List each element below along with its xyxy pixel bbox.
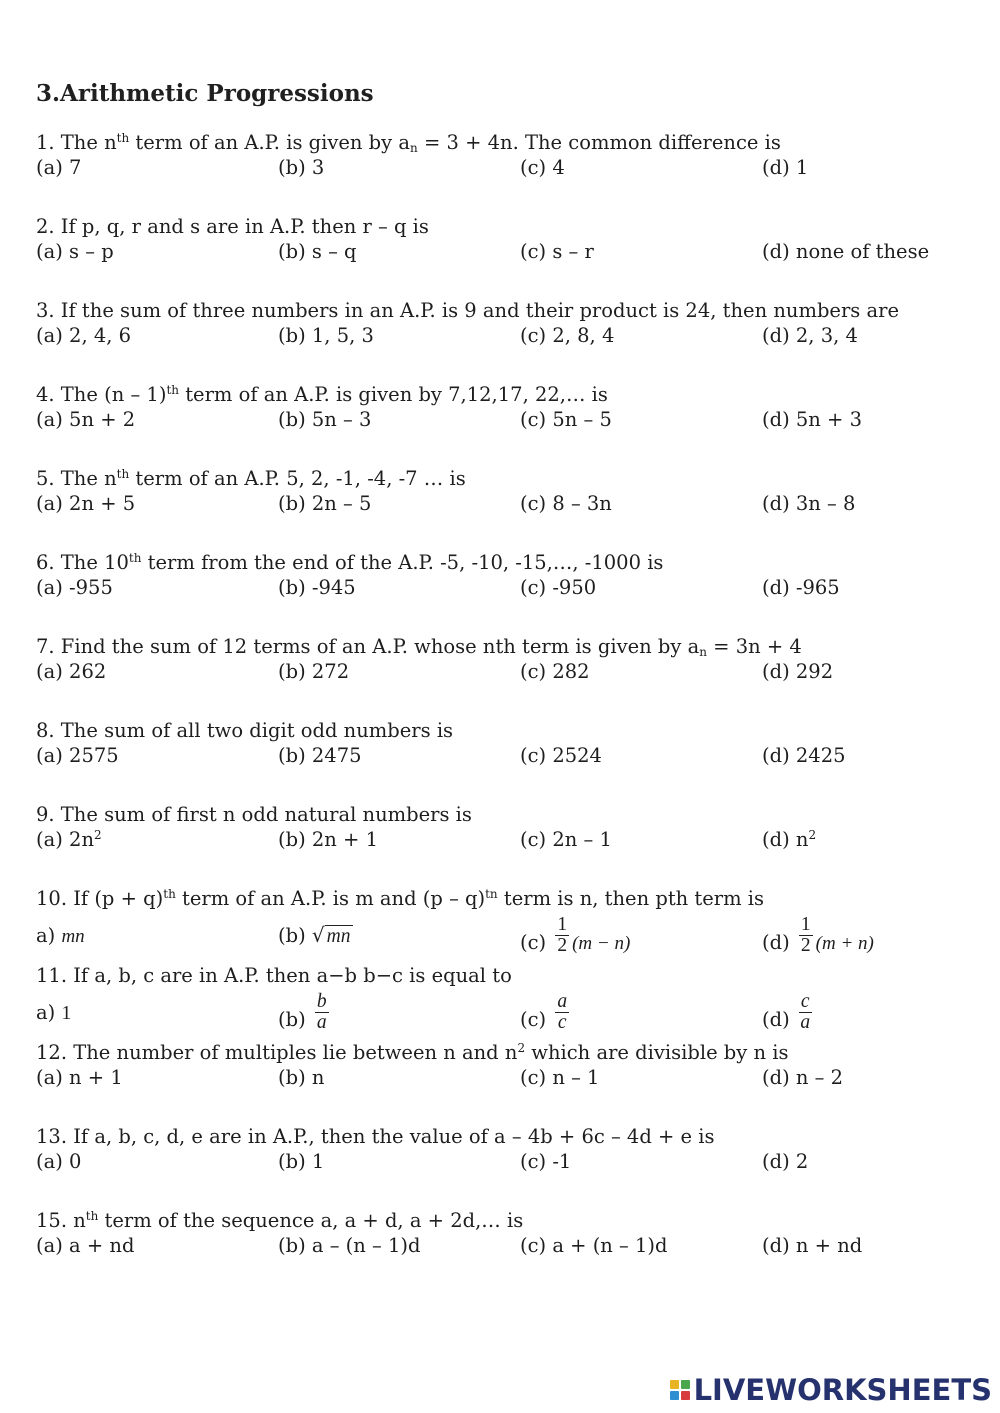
sqrt-symbol: √ mn [311,923,351,947]
question-6 [36,550,976,600]
question-5 [36,466,976,516]
question-2 [36,214,976,264]
option-c[interactable]: (c) 4 [520,156,565,179]
option-b[interactable]: (b) -945 [278,576,356,599]
option-a[interactable]: (a) n + 1 [36,1066,123,1089]
option-c[interactable]: (c) $\frac{a}{c}$ [520,991,568,1033]
option-a[interactable]: (a) 5n + 2 [36,408,136,431]
option-a[interactable]: (a) 2575 [36,744,119,767]
question-1 [36,130,976,180]
option-a[interactable]: (a) 2n + 5 [36,492,136,515]
question-3 [36,298,976,348]
question-10 [36,886,976,957]
question-8 [36,718,976,768]
option-d[interactable]: (d) none of these [762,240,930,263]
option-c[interactable]: (c) n – 1 [520,1066,600,1089]
option-d[interactable]: (d) 2425 [762,744,846,767]
option-c[interactable]: (c) s – r [520,240,594,263]
option-d[interactable]: (d) 2 [762,1150,809,1173]
options-row [36,575,976,600]
option-d[interactable]: (d) $\frac{c}{a}$ [762,991,811,1033]
question-text: 12. The number of multiples lie between n and $n^2$ which are divisible by n is [36,1041,789,1064]
option-a[interactable]: (a) 0 [36,1150,82,1173]
option-b[interactable]: (b) n [278,1066,325,1089]
question-text: 7. Find the sum of 12 terms of an A.P. whose nth term is given by $a_n = 3n + 4$ [36,635,802,659]
option-d[interactable]: (d) 2, 3, 4 [762,324,858,347]
options-row [36,155,976,180]
question-text: 4. The (n – 1)$^{th}$ term of an A.P. is given by 7,12,17, 22,… is [36,383,608,406]
option-c[interactable]: (c) 2n – 1 [520,828,612,851]
option-b[interactable]: (b) 272 [278,660,350,683]
option-b[interactable]: (b) a – (n – 1)d [278,1234,421,1257]
option-c[interactable]: (c) 2524 [520,744,602,767]
option-d[interactable]: (d) n – 2 [762,1066,844,1089]
question-text: 13. If a, b, c, d, e are in A.P., then the value of a – 4b + 6c – 4d + e is [36,1125,715,1148]
question-text: 1. The $n^{th}$ term of an A.P. is given by $a_n = 3 + 4n$. The common difference is [36,131,781,155]
option-d[interactable]: (d) $n^2$ [762,828,817,851]
question-text: 9. The sum of first n odd natural numbers is [36,803,472,826]
option-b[interactable]: (b) √ mn [278,923,351,947]
option-b[interactable]: (b) 2n + 1 [278,828,379,851]
option-a[interactable]: (a) a + nd [36,1234,135,1257]
question-text: 3. If the sum of three numbers in an A.P. is 9 and their product is 24, then numbers are [36,299,899,322]
option-d[interactable]: (d) 292 [762,660,834,683]
question-7 [36,634,976,684]
option-b[interactable]: (b) $\frac{b}{a}$ [278,991,327,1033]
options-row [36,323,976,348]
option-b[interactable]: (b) s – q [278,240,357,263]
option-d[interactable]: (d) $\frac{1}{2}$ (m + n) [762,914,874,956]
question-text: 8. The sum of all two digit odd numbers is [36,719,454,742]
question-text: 2. If p, q, r and s are in A.P. then r – q is [36,215,429,238]
option-b[interactable]: (b) 1, 5, 3 [278,324,374,347]
options-row [36,991,976,1034]
page-title: 3.Arithmetic Progressions [36,80,374,107]
logo-text: LIVEWORKSHEETS [693,1373,992,1407]
option-d[interactable]: (d) n + nd [762,1234,863,1257]
option-c[interactable]: (c) 2, 8, 4 [520,324,615,347]
option-c[interactable]: (c) -1 [520,1150,572,1173]
question-text: 6. The 10th term from the end of the A.P. -5, -10, -15,…, -1000 is [36,551,664,574]
option-a[interactable]: a) 1 [36,1001,72,1024]
options-row [36,1149,976,1174]
liveworksheets-logo[interactable] [670,1373,992,1407]
option-b[interactable]: (b) 1 [278,1150,325,1173]
question-9 [36,802,976,852]
question-text: 5. The $n^{th}$ term of an A.P. 5, 2, -1, -4, -7 … is [36,467,466,490]
options-row [36,491,976,516]
question-text: 10. If $(p + q)^{th}$ term of an A.P. is m and (p – q)$^{tn}$ term is n, then pth term is [36,887,765,910]
option-a[interactable]: (a) 2, 4, 6 [36,324,132,347]
option-c[interactable]: (c) -950 [520,576,597,599]
option-b[interactable]: (b) 2475 [278,744,362,767]
options-row [36,239,976,264]
option-b[interactable]: (b) 5n – 3 [278,408,372,431]
question-15 [36,1208,976,1258]
option-d[interactable]: (d) 1 [762,156,809,179]
option-a[interactable]: (a) 262 [36,660,107,683]
option-c[interactable]: (c) a + (n – 1)d [520,1234,668,1257]
option-d[interactable]: (d) 3n – 8 [762,492,856,515]
option-a[interactable]: (a) $2n^2$ [36,828,102,851]
option-a[interactable]: (a) 7 [36,156,82,179]
option-b[interactable]: (b) 2n – 5 [278,492,372,515]
question-13 [36,1124,976,1174]
option-a[interactable]: a) mn [36,924,85,947]
option-a[interactable]: (a) -955 [36,576,113,599]
question-text: 11. If a, b, c are in A.P. then a−b b−c is equal to [36,964,512,987]
logo-mark-icon [670,1380,690,1400]
question-11 [36,963,976,1034]
option-c[interactable]: (c) 5n – 5 [520,408,612,431]
question-text: 15. $n^{th}$ term of the sequence a, a + d, a + 2d,… is [36,1209,524,1232]
option-a[interactable]: (a) s – p [36,240,114,263]
options-row [36,827,976,852]
options-row [36,659,976,684]
options-row [36,914,976,957]
option-b[interactable]: (b) 3 [278,156,325,179]
option-c[interactable]: (c) $\frac{1}{2}$ (m − n) [520,914,631,956]
option-c[interactable]: (c) 8 – 3n [520,492,612,515]
options-row [36,743,976,768]
option-d[interactable]: (d) -965 [762,576,840,599]
options-row [36,407,976,432]
options-row [36,1233,976,1258]
question-12 [36,1040,976,1090]
question-4 [36,382,976,432]
option-d[interactable]: (d) 5n + 3 [762,408,863,431]
option-c[interactable]: (c) 282 [520,660,590,683]
options-row [36,1065,976,1090]
